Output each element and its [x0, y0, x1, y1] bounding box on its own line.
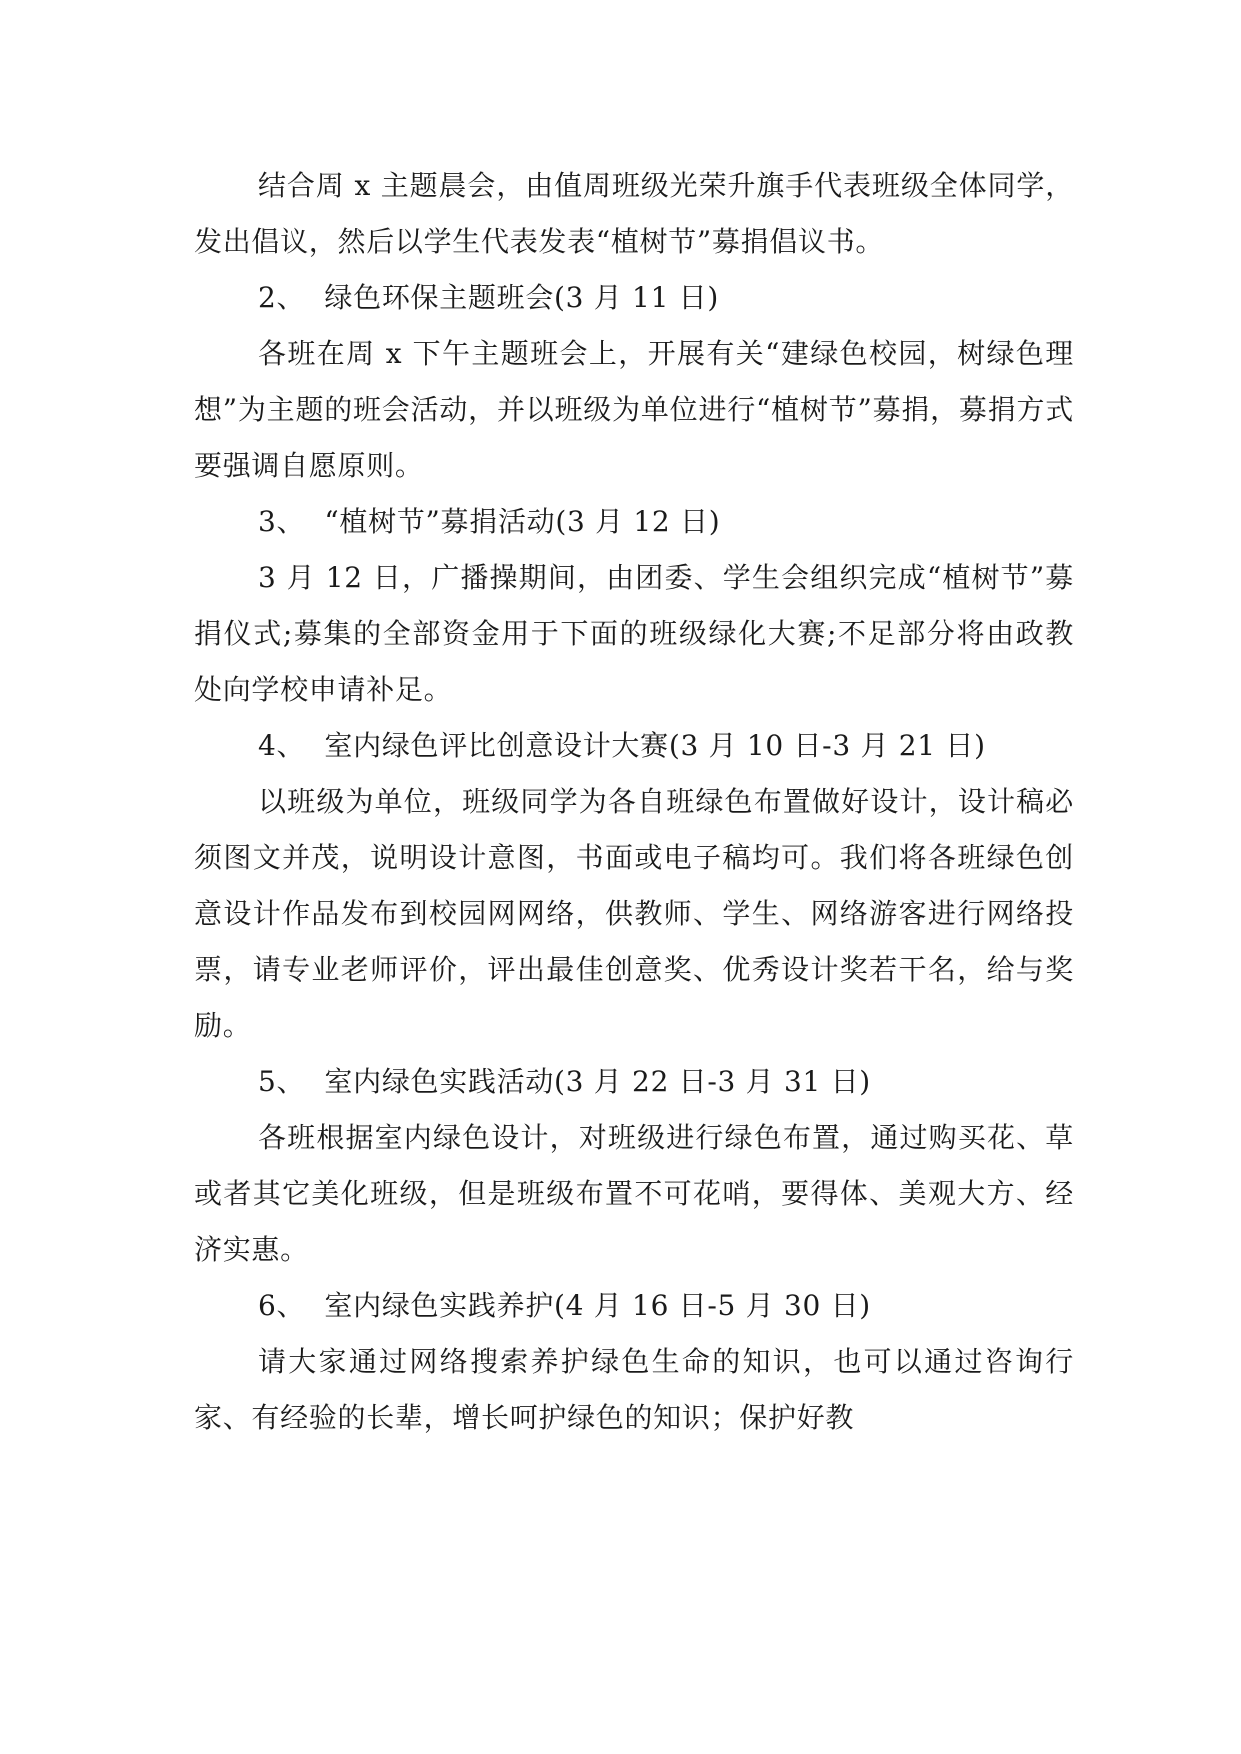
paragraph-class-meeting: 各班在周 x 下午主题班会上，开展有关“建绿色校园，树绿色理想”为主题的班会活动，并以班级为单位进行“植树节”募捐，募捐方式要强调自愿原则。 [194, 337, 1074, 482]
heading-item-3: 3、 “植树节”募捐活动(3 月 12 日) [258, 505, 721, 538]
paragraph-design-contest: 以班级为单位，班级同学为各自班绿色布置做好设计，设计稿必须图文并茂，说明设计意图，书面或电子稿均可。我们将各班绿色创意设计作品发布到校园网网络，供教师、学生、网络游客进行网络投票，请专业老师评价，评出最佳创意奖、优秀设计奖若干名，给与奖励。 [194, 785, 1074, 1042]
document-body [194, 158, 1074, 1446]
heading-item-5: 5、 室内绿色实践活动(3 月 22 日-3 月 31 日) [258, 1065, 871, 1098]
paragraph-practice: 各班根据室内绿色设计，对班级进行绿色布置，通过购买花、草或者其它美化班级，但是班级布置不可花哨，要得体、美观大方、经济实惠。 [194, 1121, 1074, 1266]
heading-item-6: 6、 室内绿色实践养护(4 月 16 日-5 月 30 日) [258, 1289, 871, 1322]
heading-item-4: 4、 室内绿色评比创意设计大赛(3 月 10 日-3 月 21 日) [258, 729, 986, 762]
paragraph-donation: 3 月 12 日，广播操期间，由团委、学生会组织完成“植树节”募捐仪式;募集的全部资金用于下面的班级绿化大赛;不足部分将由政教处向学校申请补足。 [194, 561, 1074, 706]
heading-item-2: 2、 绿色环保主题班会(3 月 11 日) [258, 281, 720, 314]
paragraph-morning-assembly: 结合周 x 主题晨会，由值周班级光荣升旗手代表班级全体同学，发出倡议，然后以学生代表发表“植树节”募捐倡议书。 [194, 169, 1074, 258]
paragraph-maintenance: 请大家通过网络搜索养护绿色生命的知识，也可以通过咨询行家、有经验的长辈，增长呵护绿色的知识；保护好教 [194, 1345, 1074, 1434]
